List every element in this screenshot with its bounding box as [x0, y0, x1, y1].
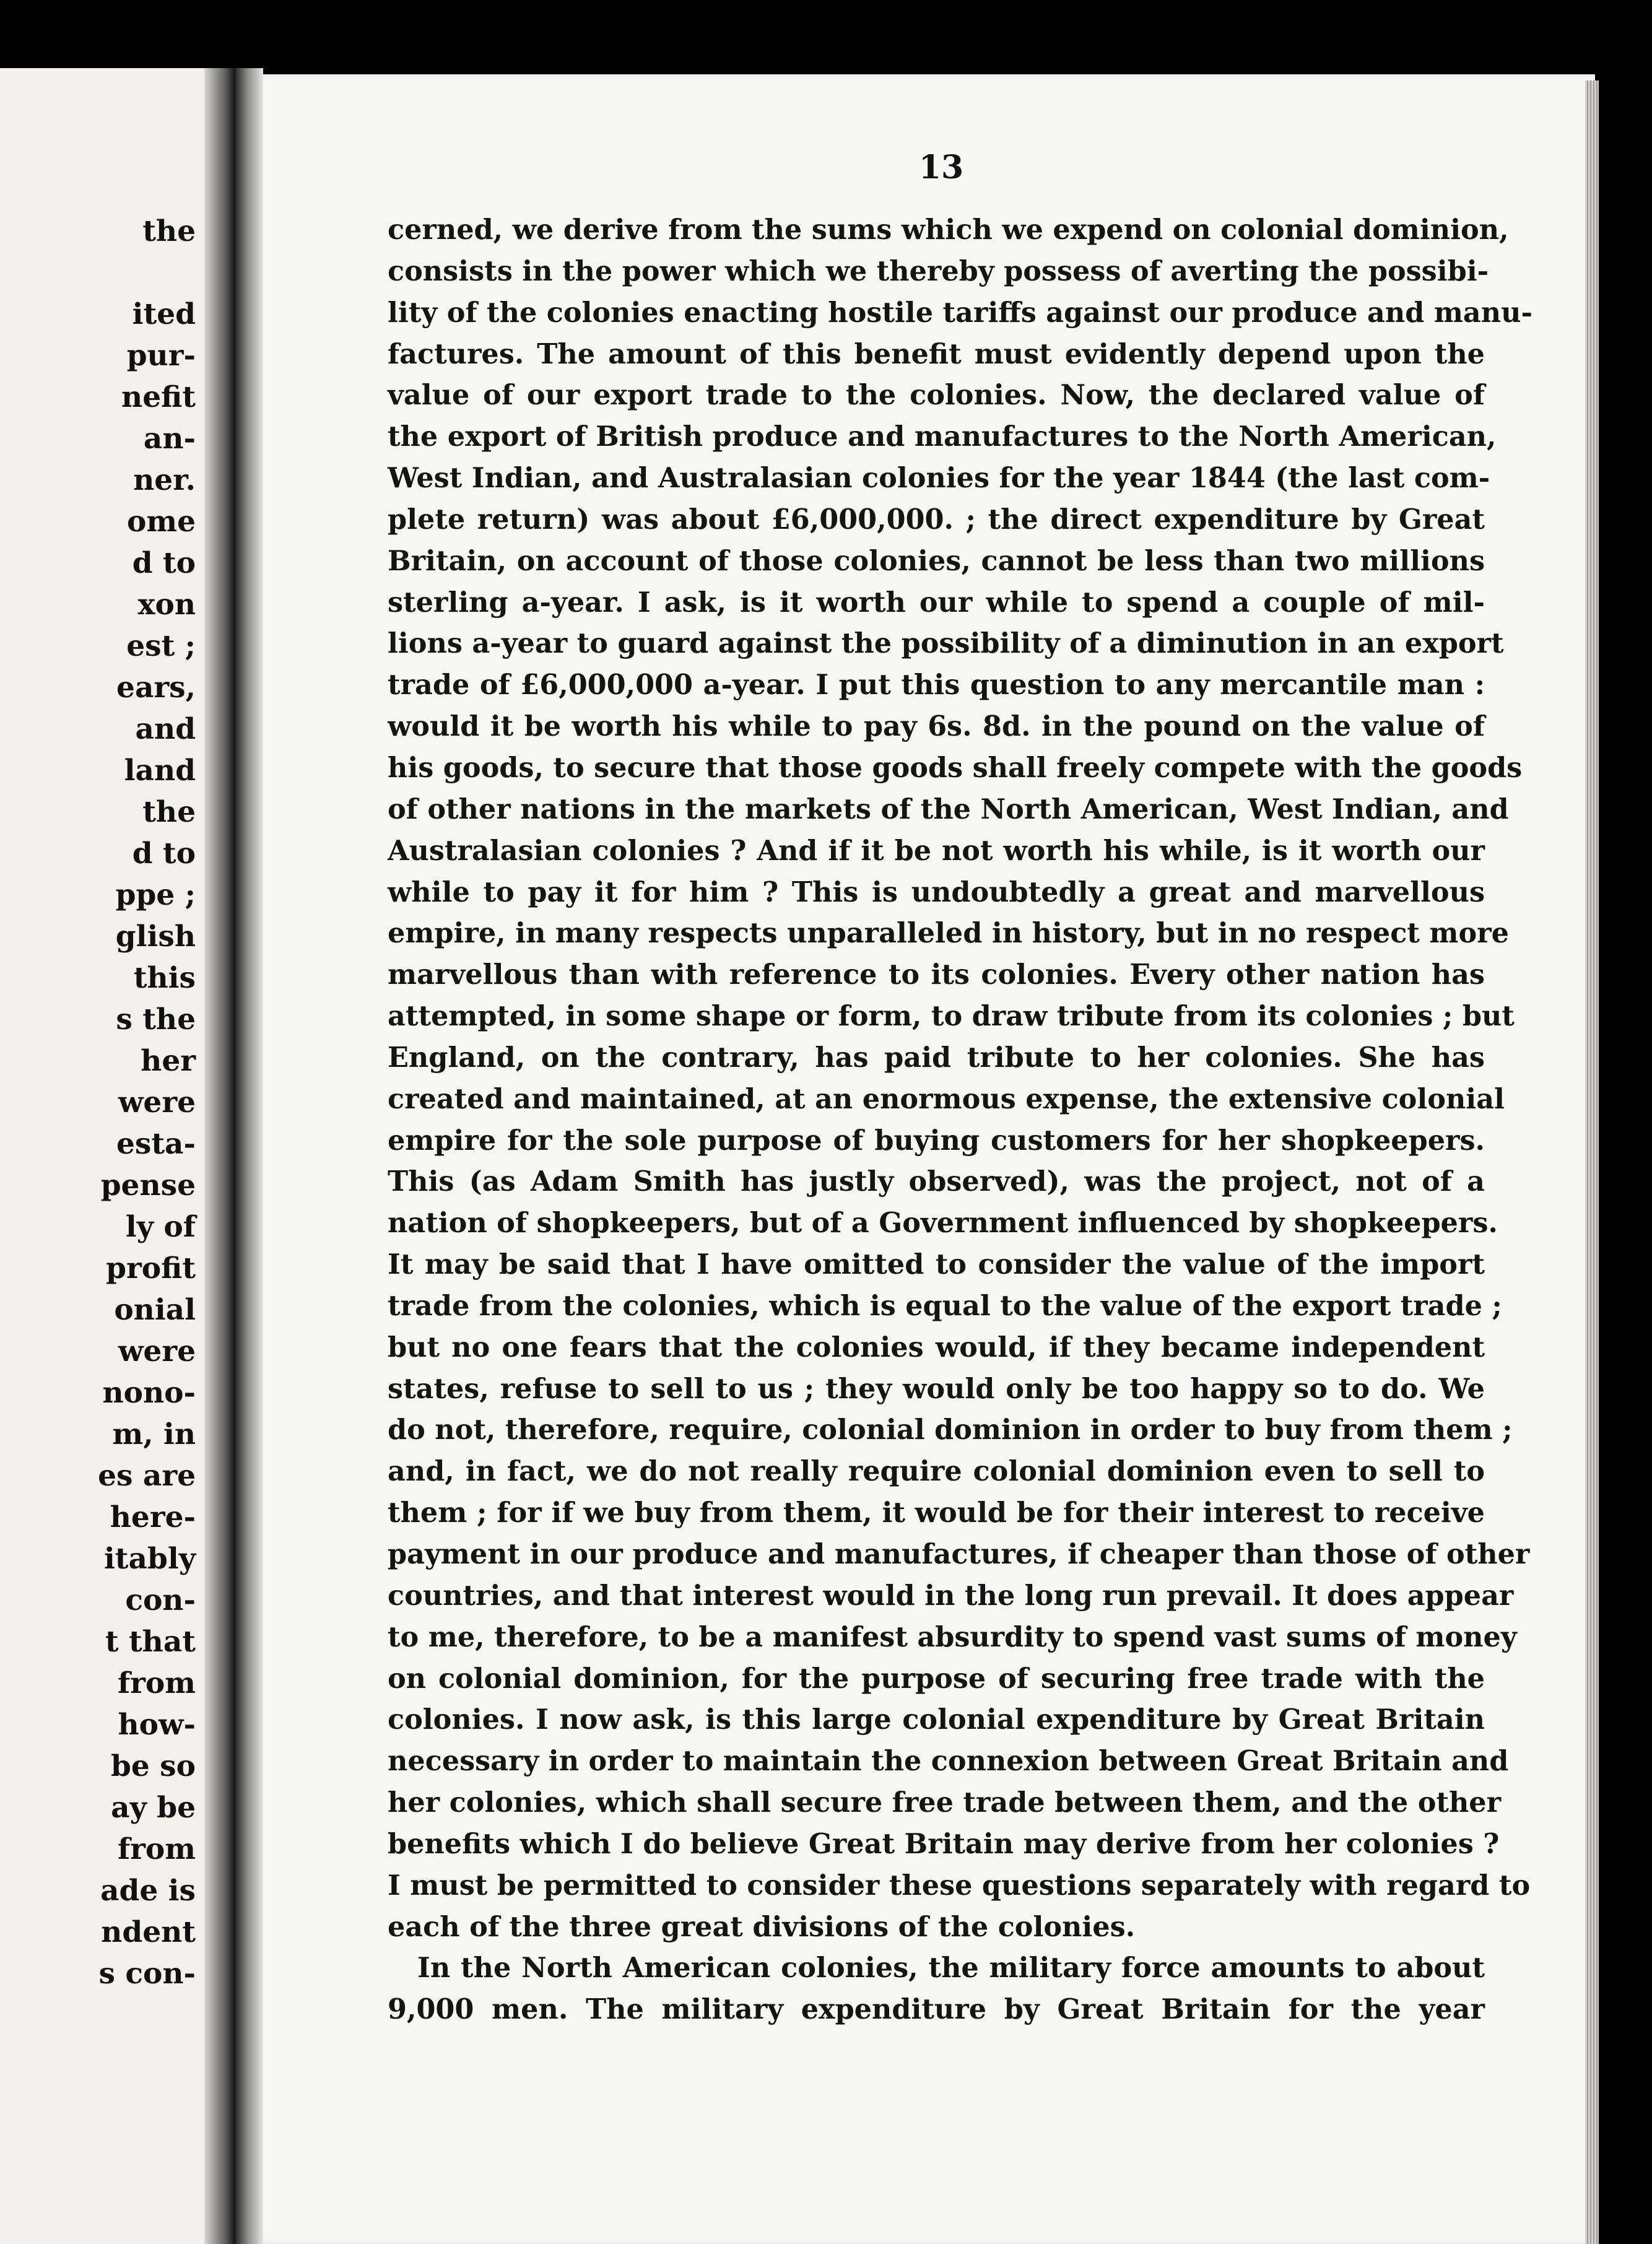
text-line: consists in the power which we thereby possess of averting the possibi-: [388, 254, 1489, 287]
text-line: empire, in many respects unparalleled in history, but in no respect more: [388, 917, 1509, 950]
text-line: Australasian colonies ? And if it be not worth his while, is it worth our: [388, 834, 1485, 867]
previous-page-line: ited: [132, 297, 196, 331]
previous-page-line: xon: [137, 588, 196, 622]
text-line: cerned, we derive from the sums which we expend on colonial dominion,: [388, 214, 1509, 246]
text-line: benefits which I do believe Great Britain may derive from her colonies ?: [388, 1827, 1500, 1860]
previous-page-line: s the: [116, 1002, 196, 1037]
text-line: Britain, on account of those colonies, cannot be less than two millions: [388, 544, 1485, 577]
previous-page-line: es are: [98, 1459, 196, 1493]
previous-page-line: from: [117, 1832, 196, 1866]
page-stack-edges: [1585, 80, 1599, 2244]
previous-page-line: land: [124, 754, 196, 788]
text-line: necessary in order to maintain the connexion between Great Britain and: [388, 1745, 1509, 1778]
page-body-text: [388, 209, 1532, 2030]
text-line: colonies. I now ask, is this large colonial expenditure by Great Britain: [388, 1703, 1485, 1736]
previous-page-line: m, in: [112, 1417, 196, 1451]
previous-page-line: ome: [127, 505, 196, 539]
text-line: I must be permitted to consider these questions separately with regard to: [388, 1869, 1531, 1902]
previous-page-line: d to: [132, 546, 196, 580]
text-line: them ; for if we buy from them, it would be for their interest to receive: [388, 1497, 1485, 1529]
text-line: This (as Adam Smith has justly observed), was the project, not of a: [388, 1165, 1485, 1198]
previous-page-line: the: [142, 214, 196, 248]
previous-page-text: [10, 211, 196, 1994]
text-line: her colonies, which shall secure free trade between them, and the other: [388, 1786, 1502, 1819]
text-line: his goods, to secure that those goods shall freely compete with the goods: [388, 751, 1523, 784]
previous-page-line: esta-: [116, 1127, 196, 1161]
page-number: 13: [918, 149, 964, 186]
text-line: each of the three great divisions of the colonies.: [388, 1910, 1136, 1943]
book-gutter-shadow: [235, 68, 263, 2244]
text-line: plete return) was about £6,000,000. ; the direct expenditure by Great: [388, 503, 1485, 536]
previous-page-line: here-: [110, 1500, 196, 1534]
text-line: nation of shopkeepers, but of a Government influenced by shopkeepers.: [388, 1207, 1498, 1240]
text-line: on colonial dominion, for the purpose of securing free trade with the: [388, 1662, 1485, 1695]
text-line: England, on the contrary, has paid tribute to her colonies. She has: [388, 1041, 1485, 1074]
previous-page-line: ner.: [133, 463, 196, 497]
text-line: trade from the colonies, which is equal to the value of the export trade ;: [388, 1289, 1502, 1322]
previous-page-line: were: [118, 1085, 196, 1120]
text-line: attempted, in some shape or form, to draw tribute from its colonies ; but: [388, 1000, 1515, 1033]
previous-page-line: her: [141, 1044, 196, 1078]
text-line: created and maintained, at an enormous expense, the extensive colonial: [388, 1082, 1505, 1115]
text-line: would it be worth his while to pay 6s. 8d. in the pound on the value of: [388, 710, 1485, 743]
previous-page-line: were: [118, 1334, 196, 1368]
previous-page-line: nono-: [102, 1376, 196, 1410]
text-line: marvellous than with reference to its colonies. Every other nation has: [388, 959, 1485, 991]
text-line: of other nations in the markets of the North American, West Indian, and: [388, 793, 1509, 825]
previous-page-line: an-: [143, 422, 196, 456]
text-line: trade of £6,000,000 a-year. I put this question to any mercantile man :: [388, 669, 1485, 702]
previous-page-line: ly of: [125, 1210, 196, 1244]
text-line: In the North American colonies, the military force amounts to about: [417, 1952, 1485, 1985]
previous-page-line: con-: [125, 1583, 196, 1617]
previous-page-line: ade is: [100, 1874, 196, 1908]
previous-page-line: onial: [114, 1293, 196, 1327]
text-line: lions a-year to guard against the possibility of a diminution in an export: [388, 627, 1504, 660]
text-line: states, refuse to sell to us ; they would only be too happy so to do. We: [388, 1372, 1485, 1405]
previous-page-line: ndent: [101, 1915, 196, 1949]
previous-page-line: s con-: [98, 1957, 196, 1991]
text-line: factures. The amount of this benefit must evidently depend upon the: [388, 337, 1485, 370]
text-line: 9,000 men. The military expenditure by Great Britain for the year: [388, 1993, 1485, 2026]
previous-page-fragment: [0, 68, 222, 2244]
previous-page-line: from: [117, 1666, 196, 1700]
text-line: but no one fears that the colonies would, if they became independent: [388, 1331, 1485, 1363]
text-line: and, in fact, we do not really require colonial dominion even to sell to: [388, 1455, 1485, 1488]
text-line: sterling a-year. I ask, is it worth our while to spend a couple of mil-: [388, 586, 1485, 619]
text-line: to me, therefore, to be a manifest absurdity to spend vast sums of money: [388, 1620, 1517, 1653]
previous-page-line: d to: [132, 837, 196, 871]
text-line: It may be said that I have omitted to consider the value of the import: [388, 1248, 1485, 1281]
previous-page-line: profit: [106, 1251, 196, 1285]
text-line: while to pay it for him ? This is undoubtedly a great and marvellous: [388, 876, 1485, 908]
previous-page-line: and: [135, 712, 196, 746]
previous-page-line: est ;: [126, 629, 196, 663]
text-line: lity of the colonies enacting hostile tariffs against our produce and manu-: [388, 296, 1532, 329]
previous-page-line: ay be: [111, 1791, 196, 1825]
previous-page-line: [10, 252, 196, 294]
previous-page-line: glish: [115, 920, 196, 954]
text-line: empire for the sole purpose of buying customers for her shopkeepers.: [388, 1124, 1485, 1157]
left-page-edge-shadow: [204, 68, 235, 2244]
previous-page-line: itably: [103, 1542, 196, 1576]
text-line: do not, therefore, require, colonial dominion in order to buy from them ;: [388, 1414, 1513, 1446]
previous-page-line: ppe ;: [115, 878, 196, 912]
text-line: value of our export trade to the colonies. Now, the declared value of: [388, 379, 1485, 412]
previous-page-line: ears,: [116, 671, 196, 705]
previous-page-line: t that: [105, 1625, 196, 1659]
text-line: the export of British produce and manufactures to the North American,: [388, 420, 1497, 453]
previous-page-line: pur-: [126, 339, 196, 373]
previous-page-line: how-: [118, 1708, 196, 1742]
previous-page-line: nefit: [121, 380, 196, 414]
previous-page-line: be so: [111, 1749, 196, 1783]
text-line: West Indian, and Australasian colonies for the year 1844 (the last com-: [388, 462, 1490, 495]
previous-page-line: the: [142, 795, 196, 829]
text-line: countries, and that interest would in the long run prevail. It does appear: [388, 1579, 1514, 1612]
text-line: payment in our produce and manufactures, if cheaper than those of other: [388, 1538, 1530, 1570]
previous-page-line: pense: [100, 1168, 196, 1202]
previous-page-line: this: [133, 961, 196, 995]
